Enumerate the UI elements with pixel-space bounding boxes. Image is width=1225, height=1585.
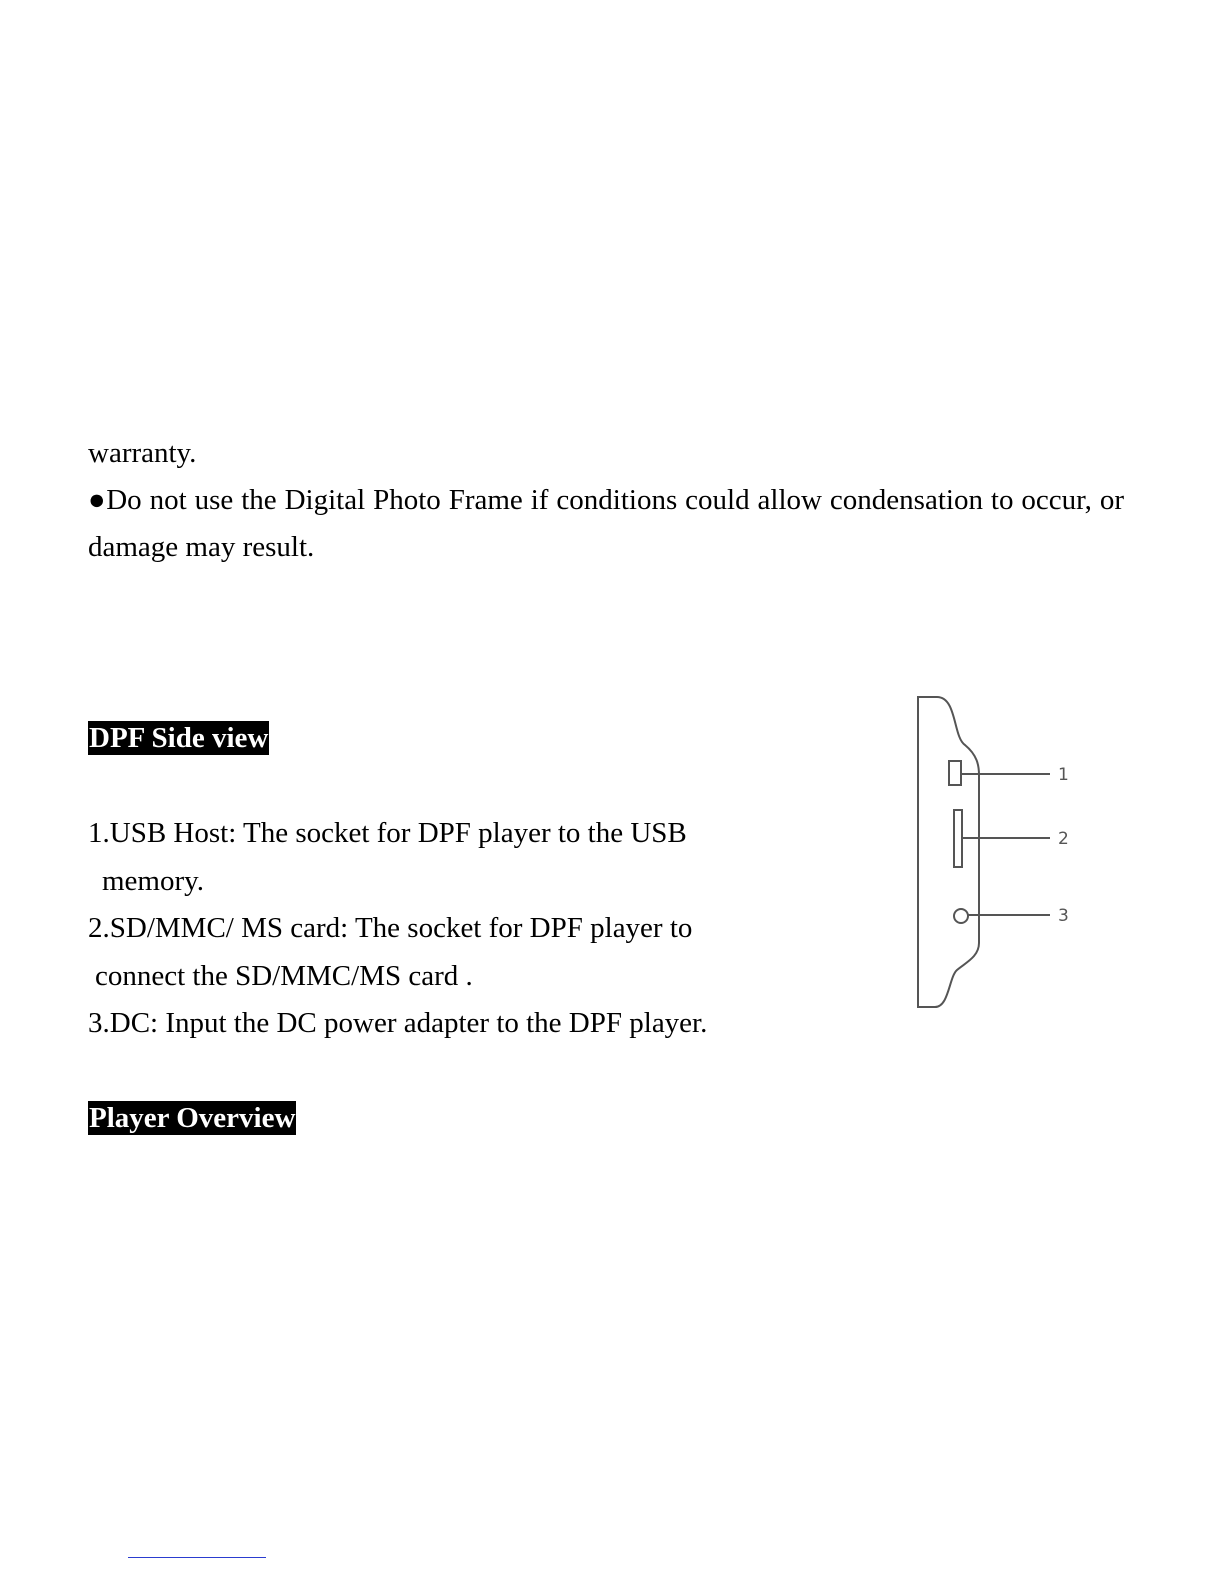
- callout-label-2: 2: [1058, 829, 1069, 849]
- port-item-dc: [88, 1000, 707, 1048]
- condensation-warning-text: ●Do not use the Digital Photo Frame if conditions could allow condensation to occur, or damage may result.: [88, 484, 1124, 563]
- usb-port-icon: [949, 761, 961, 785]
- dpf-side-view-diagram: [905, 685, 1090, 1015]
- callout-label-3: 3: [1058, 906, 1069, 926]
- warranty-tail-text: warranty.: [88, 437, 197, 469]
- side-view-port-list: [88, 810, 707, 1048]
- port-item-usb-host-line2: memory.: [102, 864, 205, 897]
- port-item-dc-line1: 3.DC: Input the DC power adapter to the DPF player.: [88, 1007, 708, 1039]
- card-slot-icon: [954, 810, 962, 867]
- port-item-card-slot: [88, 905, 707, 1000]
- callout-label-1: 1: [1058, 765, 1069, 785]
- dc-jack-icon: [954, 909, 968, 923]
- device-outline: [918, 697, 979, 1007]
- port-item-usb-host-line1: 1.USB Host: The socket for DPF player to the USB: [88, 817, 687, 849]
- port-item-usb-host: [88, 810, 707, 905]
- port-item-card-slot-line1: 2.SD/MMC/ MS card: The socket for DPF player to: [88, 912, 693, 944]
- footnote-separator: [128, 1557, 266, 1558]
- port-item-card-slot-line2: connect the SD/MMC/MS card .: [95, 959, 473, 992]
- dpf-side-view-heading: DPF Side view: [89, 722, 269, 754]
- player-overview-heading: Player Overview: [89, 1102, 296, 1134]
